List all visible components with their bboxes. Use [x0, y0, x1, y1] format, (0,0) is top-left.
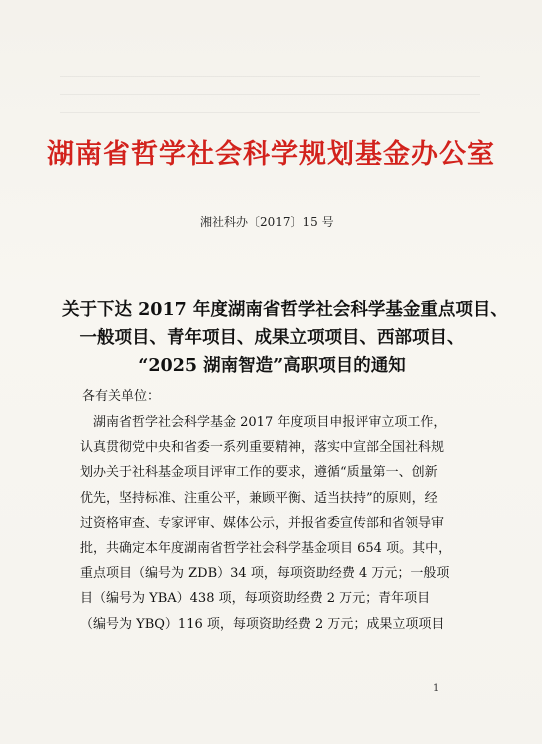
notice-title [62, 296, 508, 380]
body-line: 划办关于社科基金项目评审工作的要求，遵循“质量第一、创新 [80, 465, 438, 481]
notice-title-line: 一般项目、青年项目、成果立项项目、西部项目、 [79, 328, 465, 348]
body-line: 优先，坚持标准、注重公平，兼顾平衡、适当扶持”的原则，经 [80, 490, 438, 506]
office-header: 湖南省哲学社会科学规划基金办公室 [47, 139, 495, 170]
body-line: 湖南省哲学社会科学基金 2017 年度项目申报评审立项工作， [80, 415, 447, 430]
body-line: 重点项目（编号为 ZDB）34 项，每项资助经费 4 万元；一般项 [80, 566, 450, 582]
body-line: 批，共确定本年度湖南省哲学社会科学基金项目 654 项。其中， [80, 541, 452, 557]
document-number: 湘社科办〔2017〕15 号 [200, 215, 334, 229]
body-line: 过资格审查、专家评审、媒体公示，并报省委宣传部和省领导审 [80, 515, 445, 531]
body-line: 目（编号为 YBA）438 项，每项资助经费 2 万元；青年项目 [80, 591, 431, 607]
page-number: 1 [433, 683, 440, 694]
greeting: 各有关单位： [82, 389, 161, 404]
body-line: （编号为 YBQ）116 项，每项资助经费 2 万元；成果立项项目 [80, 616, 445, 632]
notice-body [80, 410, 480, 637]
bleed-through-texture [60, 62, 480, 122]
notice-title-line: “2025 湖南智造”高职项目的通知 [138, 356, 406, 376]
notice-title-line: 关于下达 2017 年度湖南省哲学社会科学基金重点项目、 [62, 300, 508, 320]
body-line: 认真贯彻党中央和省委一系列重要精神，落实中宣部全国社科规 [80, 440, 445, 456]
